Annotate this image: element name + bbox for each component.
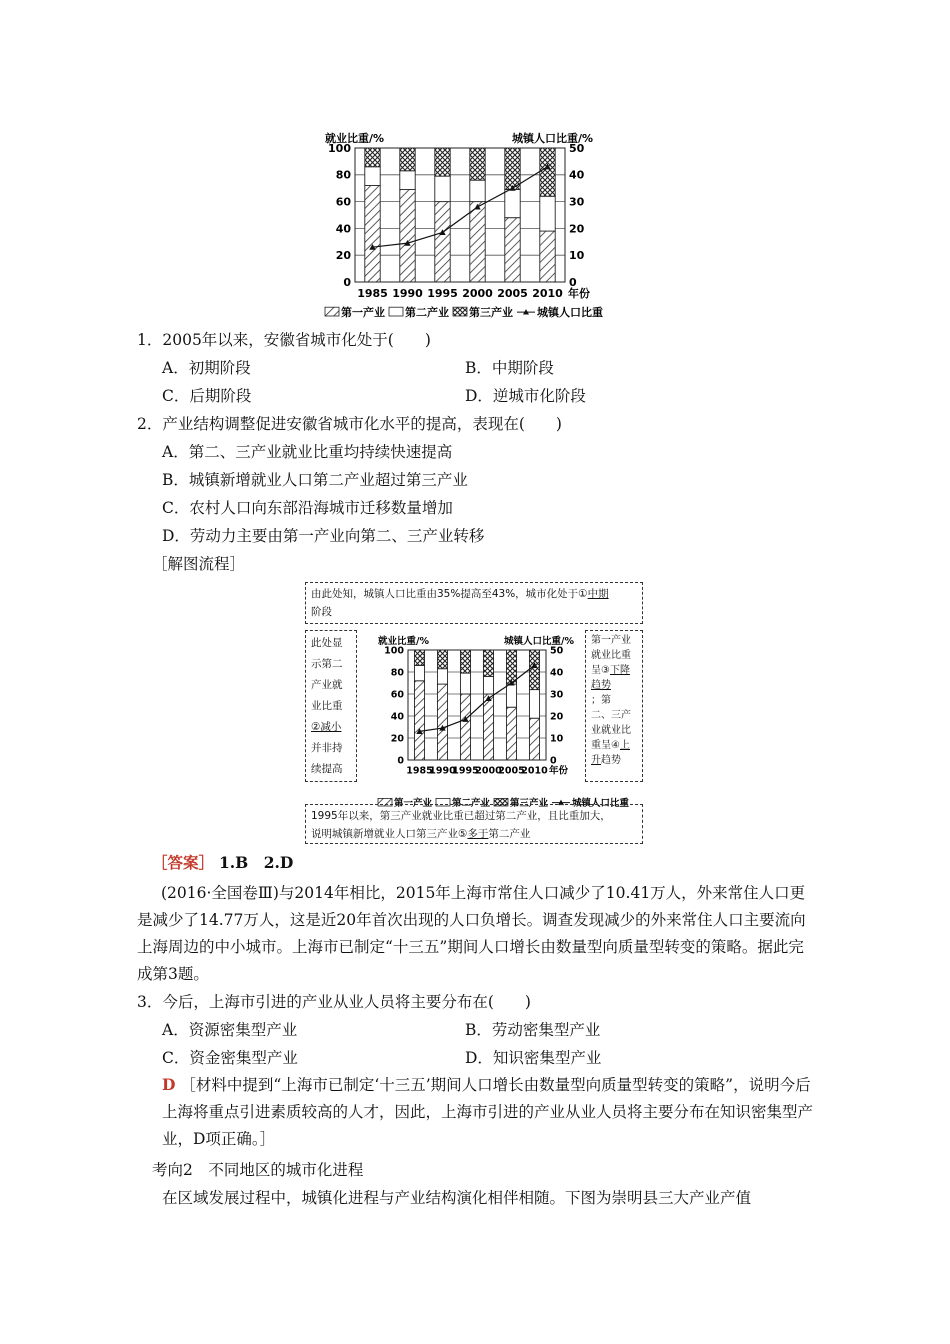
flow-label: ［解图流程］ bbox=[152, 555, 246, 573]
bar-segment bbox=[435, 176, 450, 201]
bar-segment bbox=[437, 650, 447, 669]
x-tick-label: 1995 bbox=[427, 287, 458, 300]
bar-segment bbox=[506, 684, 516, 707]
q1-option-c[interactable]: C．后期阶段 bbox=[162, 387, 252, 405]
bar-segment bbox=[414, 650, 424, 665]
legend-swatch bbox=[389, 307, 403, 316]
annotation-bottom: 1995年以来，第三产业就业比重已超过第二产业，且比重加大， 说明城镇新增就业人口第三产业⑤多于第二产业 bbox=[305, 804, 643, 844]
annotation-left: 此处显 示第二 产业就 业比重 ②减小 并非持 续提高 bbox=[305, 630, 357, 782]
y-tick-label: 20 bbox=[390, 733, 404, 745]
x-tick-label: 2000 bbox=[475, 765, 502, 777]
bar-segment bbox=[483, 676, 493, 694]
y2-tick-label: 0 bbox=[550, 755, 557, 767]
y-axis-title: 就业比重/% bbox=[325, 132, 385, 145]
bar-segment bbox=[400, 190, 415, 282]
y-axis-title: 就业比重/% bbox=[378, 636, 429, 647]
bar-segment bbox=[470, 180, 485, 201]
x-tick-label: 1985 bbox=[357, 287, 388, 300]
bar-segment bbox=[460, 650, 470, 673]
bar-segment bbox=[365, 167, 380, 186]
bar-segment bbox=[529, 718, 539, 760]
legend-label: 第三产业 bbox=[469, 306, 513, 319]
plot-frame bbox=[355, 148, 565, 282]
bar-segment bbox=[365, 148, 380, 167]
bar-segment bbox=[414, 681, 424, 760]
bar-segment bbox=[400, 171, 415, 190]
q3-stem: 3．今后，上海市引进的产业从业人员将主要分布在( ) bbox=[137, 993, 531, 1011]
bar-segment bbox=[529, 690, 539, 719]
bar-segment bbox=[529, 650, 539, 690]
q2-option-a[interactable]: A．第二、三产业就业比重均持续快速提高 bbox=[162, 443, 453, 461]
x-tick-label: 2010 bbox=[521, 765, 548, 777]
legend-label: 第二产业 bbox=[452, 798, 491, 809]
legend-label: 第一产业 bbox=[394, 798, 433, 809]
q1-option-d[interactable]: D．逆城市化阶段 bbox=[465, 387, 586, 405]
y2-tick-label: 40 bbox=[569, 168, 585, 182]
annotated-chart bbox=[305, 582, 645, 847]
bar-segment bbox=[460, 694, 470, 760]
material-paragraph: (2016·全国卷Ⅲ)与2014年相比，2015年上海市常住人口减少了10.41万人，外来常住人口更是减少了14.77万人，这是近20年首次出现的人口负增长。调查发现减少的外来常住人口主要流向上海周边的中小城市。上海市已制定“十三五”期间人口增长由数量型向质量型转变的策略。据此完成第3题。 bbox=[137, 884, 806, 983]
y2-tick-label: 40 bbox=[550, 667, 564, 679]
legend-label: 第三产业 bbox=[510, 798, 549, 809]
answer-1-2 bbox=[152, 853, 293, 873]
y-tick-label: 80 bbox=[390, 667, 404, 679]
legend-label: 城镇人口比重 bbox=[572, 798, 630, 809]
chart-svg bbox=[300, 120, 650, 320]
legend-label: 城镇人口比重 bbox=[537, 306, 603, 319]
y2-tick-label: 50 bbox=[569, 141, 585, 155]
bar-segment bbox=[470, 148, 485, 180]
x-tick-label: 2000 bbox=[462, 287, 493, 300]
answer-3-letter: D bbox=[162, 1075, 176, 1094]
q1-option-a[interactable]: A．初期阶段 bbox=[162, 359, 251, 377]
q2-option-d[interactable]: D．劳动力主要由第一产业向第二、三产业转移 bbox=[162, 527, 485, 545]
section-heading: 考向2 不同地区的城市化进程 bbox=[152, 1161, 364, 1179]
answer-tag: ［答案］ bbox=[152, 853, 215, 872]
y2-tick-label: 50 bbox=[550, 645, 564, 657]
y-tick-label: 0 bbox=[397, 755, 404, 767]
x-tick-label: 1995 bbox=[452, 765, 479, 777]
legend-swatch bbox=[325, 307, 339, 316]
y2-tick-label: 0 bbox=[569, 275, 577, 289]
bar-segment bbox=[483, 694, 493, 760]
q1-option-b[interactable]: B．中期阶段 bbox=[465, 359, 554, 377]
bar-segment bbox=[505, 218, 520, 282]
q2-option-b[interactable]: B．城镇新增就业人口第二产业超过第三产业 bbox=[162, 471, 468, 489]
q2-option-c[interactable]: C．农村人口向东部沿海城市迁移数量增加 bbox=[162, 499, 453, 517]
x-tick-label: 1990 bbox=[429, 765, 456, 777]
employment-chart bbox=[300, 120, 650, 320]
bar-segment bbox=[505, 190, 520, 218]
q3-option-c[interactable]: C．资金密集型产业 bbox=[162, 1049, 298, 1067]
urban-line bbox=[373, 167, 548, 247]
y2-axis-title: 城镇人口比重/% bbox=[511, 132, 593, 145]
y2-axis-title: 城镇人口比重/% bbox=[504, 636, 574, 647]
bar-segment bbox=[435, 202, 450, 282]
bar-segment bbox=[483, 650, 493, 676]
bar-segment bbox=[435, 148, 450, 176]
y-tick-label: 40 bbox=[390, 711, 404, 723]
y2-tick-label: 20 bbox=[569, 222, 585, 236]
x-tick-label: 2010 bbox=[532, 287, 563, 300]
bar-segment bbox=[400, 148, 415, 171]
legend-label: 第二产业 bbox=[405, 306, 449, 319]
bar-segment bbox=[414, 665, 424, 680]
bar-segment bbox=[540, 196, 555, 231]
q2-stem: 2．产业结构调整促进安徽省城市化水平的提高，表现在( ) bbox=[137, 415, 562, 433]
x-tick-label: 2005 bbox=[497, 287, 528, 300]
q3-option-a[interactable]: A．资源密集型产业 bbox=[162, 1021, 298, 1039]
y-tick-label: 20 bbox=[335, 249, 351, 263]
bar-segment bbox=[540, 148, 555, 196]
bar-segment bbox=[437, 669, 447, 684]
y-tick-label: 80 bbox=[335, 168, 351, 182]
bar-segment bbox=[540, 231, 555, 282]
y2-tick-label: 20 bbox=[550, 711, 564, 723]
y-tick-label: 100 bbox=[384, 645, 404, 657]
legend-swatch bbox=[453, 307, 467, 316]
x-axis-title: 年份 bbox=[568, 287, 590, 300]
bar-segment bbox=[470, 202, 485, 282]
bar-segment bbox=[506, 650, 516, 684]
annotation-top: 由此处知，城镇人口比重由35%提高至43%，城市化处于①中期 阶段 bbox=[305, 582, 643, 624]
y2-tick-label: 30 bbox=[550, 689, 564, 701]
last-paragraph: 在区域发展过程中，城镇化进程与产业结构演化相伴相随。下图为崇明县三大产业产值 bbox=[162, 1189, 752, 1207]
y-tick-label: 60 bbox=[335, 195, 351, 209]
y-tick-label: 100 bbox=[328, 141, 351, 155]
q3-option-d[interactable]: D．知识密集型产业 bbox=[465, 1049, 602, 1067]
answer-3 bbox=[162, 1071, 817, 1153]
plot-frame bbox=[408, 650, 546, 760]
q1-stem: 1．2005年以来，安徽省城市化处于( ) bbox=[137, 331, 431, 349]
y-tick-label: 40 bbox=[335, 222, 351, 236]
bar-segment bbox=[460, 673, 470, 694]
bar-segment bbox=[365, 186, 380, 282]
x-axis-title: 年份 bbox=[549, 765, 569, 777]
x-tick-label: 1985 bbox=[406, 765, 433, 777]
annotation-right: 第一产业 就业比重 呈③下降 趋势 ；第 二、三产 业就业比 重呈④上 升趋势 bbox=[585, 630, 643, 782]
x-tick-label: 1990 bbox=[392, 287, 423, 300]
y-tick-label: 60 bbox=[390, 689, 404, 701]
y2-tick-label: 30 bbox=[569, 195, 585, 209]
legend-label: 第一产业 bbox=[341, 306, 385, 319]
answer-text: 1.B 2.D bbox=[218, 853, 294, 872]
y2-tick-label: 10 bbox=[550, 733, 564, 745]
bar-segment bbox=[506, 707, 516, 760]
bar-segment bbox=[505, 148, 520, 190]
answer-3-text: ［材料中提到“上海市已制定‘十三五’期间人口增长由数量型向质量型转变的策略”，说明今后上海将重点引进素质较高的人才，因此，上海市引进的产业从业人员将主要分布在知识密集型产业，D项正确。］ bbox=[162, 1076, 814, 1148]
urban-line bbox=[420, 665, 535, 731]
y2-tick-label: 10 bbox=[569, 249, 585, 263]
y-tick-label: 0 bbox=[343, 275, 351, 289]
bar-segment bbox=[437, 684, 447, 760]
x-tick-label: 2005 bbox=[498, 765, 525, 777]
q3-option-b[interactable]: B．劳动密集型产业 bbox=[465, 1021, 601, 1039]
